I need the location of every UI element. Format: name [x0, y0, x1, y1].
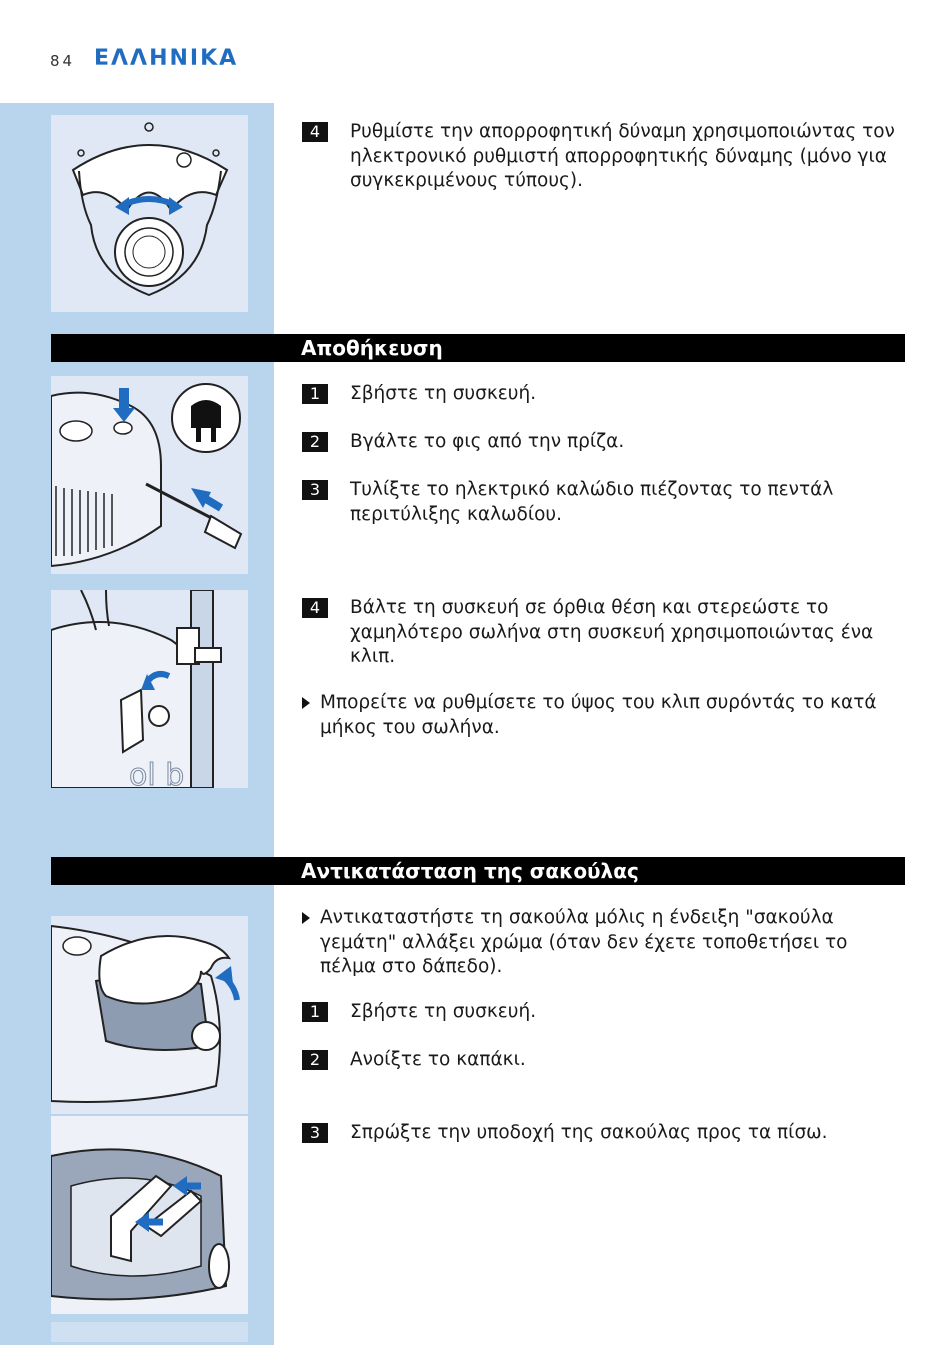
section-title-storage: Αποθήκευση [301, 336, 443, 360]
language-heading: ΕΛΛΗΝΙΚΑ [94, 46, 239, 71]
step-number: 3 [302, 480, 328, 500]
sidebar-pointer [248, 120, 274, 148]
step-text: Ανοίξτε το καπάκι. [350, 1049, 526, 1070]
step-text: Τυλίξτε το ηλεκτρικό καλώδιο πιέζοντας το πεντάλ περιτύλιξης καλωδίου. [350, 479, 834, 525]
sidebar-pointer [248, 908, 274, 936]
bullet-icon [302, 697, 310, 709]
cord-rewind-illustration [51, 376, 248, 574]
step-text: Βγάλτε το φις από την πρίζα. [350, 431, 625, 452]
step-text: Σβήστε τη συσκευή. [350, 1001, 537, 1022]
step-text: Ρυθμίστε την απορροφητική δύναμη χρησιμοποιώντας τον ηλεκτρονικό ρυθμιστή απορροφητικής δύναμης (μόνο για συγκεκριμένους τύπους). [350, 121, 895, 191]
suction-dial-illustration [51, 115, 248, 312]
sidebar-pointer [248, 1122, 274, 1150]
section-title-bag-replacement: Αντικατάσταση της σακούλας [301, 859, 639, 883]
step-text: Σβήστε τη συσκευή. [350, 383, 537, 404]
step-text: Σπρώξτε την υποδοχή της σακούλας προς τα πίσω. [350, 1122, 828, 1143]
step-text: Βάλτε τη συσκευή σε όρθια θέση και στερεώστε το χαμηλότερο σωλήνα στη συσκευή χρησιμοποιώντας ένα κλιπ. [350, 597, 874, 667]
svg-text:ol b: ol b [129, 758, 185, 788]
sidebar-pointer [248, 604, 274, 632]
bottom-strip [51, 1322, 248, 1342]
step-number: 4 [302, 598, 328, 618]
step-number: 2 [302, 432, 328, 452]
bullet-text: Αντικαταστήστε τη σακούλα μόλις η ένδειξη "σακούλα γεμάτη" αλλάξει χρώμα (όταν δεν έχετε τοποθετήσει το πέλμα στο δάπεδο). [320, 907, 848, 977]
step-number: 1 [302, 1002, 328, 1022]
tube-clip-illustration [51, 590, 248, 788]
step-number: 2 [302, 1050, 328, 1070]
bag-holder-illustration [51, 1116, 248, 1314]
bullet-text: Μπορείτε να ρυθμίσετε το ύψος του κλιπ συρόντάς το κατά μήκος του σωλήνα. [320, 692, 877, 738]
step-number: 4 [302, 122, 328, 142]
section-title-bar [51, 334, 905, 362]
section-title-bar [51, 857, 905, 885]
sidebar-pointer [248, 384, 274, 412]
page-number: 84 [50, 52, 76, 70]
step-number: 3 [302, 1123, 328, 1143]
open-lid-illustration [51, 916, 248, 1114]
bullet-icon [302, 912, 310, 924]
step-number: 1 [302, 384, 328, 404]
